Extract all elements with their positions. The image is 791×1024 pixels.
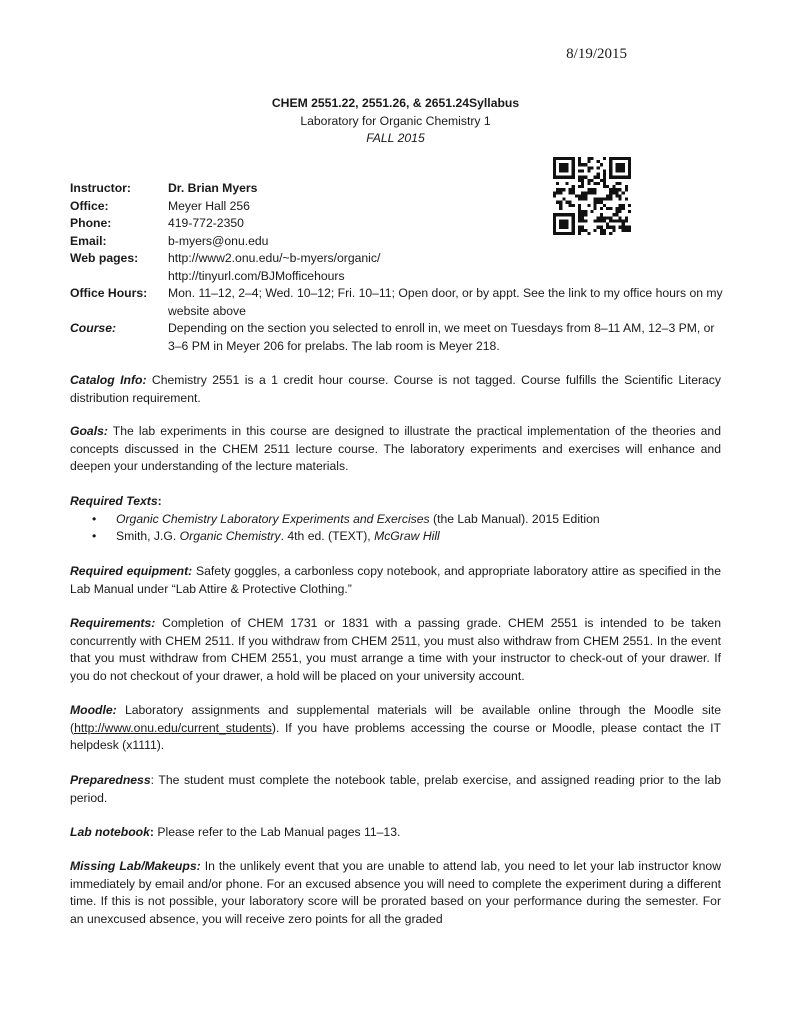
course-label: Course:: [70, 321, 117, 335]
email-row: [70, 233, 730, 251]
office-hours-value: Mon. 11–12, 2–4; Wed. 10–12; Fri. 10–11; Open door, or by appt. See the link to my office hours on my website above: [168, 286, 723, 318]
office-hours-row: [70, 285, 730, 320]
moodle-text-start: Laboratory assignments and supplemental materials will be available online through the Moodle site (: [70, 703, 721, 735]
notebook-colon: :: [149, 825, 154, 839]
text1-rest: (the Lab Manual). 2015 Edition: [429, 511, 600, 526]
course-subtitle: Laboratory for Organic Chemistry 1: [300, 113, 491, 128]
catalog-label: Catalog Info:: [70, 373, 147, 387]
preparedness-text: : The student must complete the notebook table, prelab exercise, and assigned reading prior to the lab period.: [70, 773, 721, 805]
moodle-text-end: ). If you have problems accessing the course or Moodle, please contact the IT helpdesk (x1111).: [70, 720, 721, 752]
course-value: Depending on the section you selected to enroll in, we meet on Tuesdays from 8–11 AM, 12–3 PM, or 3–6 PM in Meyer 206 for prelabs. The lab room is Meyer 218.: [168, 321, 715, 353]
list-item: [70, 511, 721, 529]
office-hours-label: Office Hours:: [70, 286, 148, 300]
course-term: FALL 2015: [366, 131, 425, 145]
goals-label: Goals:: [70, 424, 108, 438]
goals-section: [70, 423, 721, 476]
texts-colon: :: [157, 494, 162, 508]
page-date: 8/19/2015: [566, 46, 627, 62]
email-label: Email:: [70, 233, 107, 248]
list-item: [70, 528, 721, 546]
bullet-icon: •: [92, 511, 97, 526]
phone-row: [70, 215, 730, 233]
preparedness-label: Preparedness: [70, 773, 151, 787]
texts-list: [70, 511, 721, 546]
text2-title: Organic Chemistry: [179, 529, 281, 543]
instructor-label: Instructor:: [70, 181, 131, 195]
web-link-officehours[interactable]: http://tinyurl.com/BJMofficehours: [168, 268, 345, 283]
office-label: Office:: [70, 198, 109, 213]
moodle-label: Moodle:: [70, 703, 117, 717]
moodle-section: [70, 702, 721, 755]
phone-label: Phone:: [70, 216, 112, 230]
web-row: [70, 250, 730, 285]
texts-label: Required Texts: [70, 494, 158, 508]
requirements-label: Requirements:: [70, 616, 156, 630]
title-block: [0, 95, 791, 148]
text2-author: Smith, J.G.: [116, 529, 180, 543]
moodle-link[interactable]: http://www.onu.edu/current_students: [74, 720, 272, 735]
text2-publisher: McGraw Hill: [374, 529, 440, 543]
notebook-text: Please refer to the Lab Manual pages 11–13.: [153, 825, 401, 839]
instructor-name: Dr. Brian Myers: [168, 181, 258, 195]
web-label: Web pages:: [70, 251, 139, 265]
office-value: Meyer Hall 256: [168, 198, 250, 213]
notebook-label: Lab notebook: [70, 825, 150, 839]
phone-value: 419-772-2350: [168, 216, 244, 230]
text1-title: Organic Chemistry Laboratory Experiments and Exercises: [116, 511, 430, 526]
requirements-section: [70, 615, 721, 685]
equipment-section: [70, 563, 721, 598]
email-link[interactable]: b-myers@onu.edu: [168, 233, 269, 248]
equipment-label: Required equipment:: [70, 564, 193, 578]
preparedness-section: [70, 772, 721, 807]
texts-section: [70, 493, 721, 546]
catalog-section: [70, 372, 721, 407]
instructor-info: [70, 180, 730, 355]
course-title: CHEM 2551.22, 2551.26, & 2651.24Syllabus: [271, 96, 520, 110]
web-link-organic[interactable]: http://www2.onu.edu/~b-myers/organic/: [168, 251, 381, 265]
instructor-row: [70, 180, 730, 198]
missing-lab-section: [70, 858, 721, 928]
bullet-icon: •: [92, 529, 97, 543]
office-row: [70, 198, 730, 216]
requirements-text: Completion of CHEM 1731 or 1831 with a passing grade. CHEM 2551 is intended to be taken concurrently with CHEM 2511. If you withdraw from CHEM 2511, you must also withdraw from CHEM 2551. In the event that you must withdraw from CHEM 2551, you must arrange a time with your instructor to check-out of your drawer. If you do not checkout of your drawer, a hold will be placed on your university account.: [70, 616, 721, 683]
missing-lab-text: In the unlikely event that you are unable to attend lab, you need to let your lab instructor know immediately by email and/or phone. For an excused absence you will need to complete the experiment during a different time. If this is not possible, your laboratory score will be prorated based on your performance during the semester. For an unexcused absence, you will receive zero points for all the graded: [70, 859, 721, 926]
equipment-text: Safety goggles, a carbonless copy notebook, and appropriate laboratory attire as specified in the Lab Manual under “Lab Attire & Protective Clothing.”: [70, 564, 721, 596]
goals-text: The lab experiments in this course are designed to illustrate the practical implementation of the theories and concepts discussed in the CHEM 2511 lecture course. The laboratory experiments and exercises will enhance and deepen your understanding of the lecture materials.: [70, 424, 721, 473]
catalog-text: Chemistry 2551 is a 1 credit hour course. Course is not tagged. Course fulfills the Scientific Literacy distribution requirement.: [70, 373, 721, 405]
course-row: [70, 320, 730, 355]
notebook-section: [70, 824, 721, 842]
missing-lab-label: Missing Lab/Makeups:: [70, 859, 201, 873]
text2-mid: . 4th ed. (TEXT),: [280, 529, 375, 543]
